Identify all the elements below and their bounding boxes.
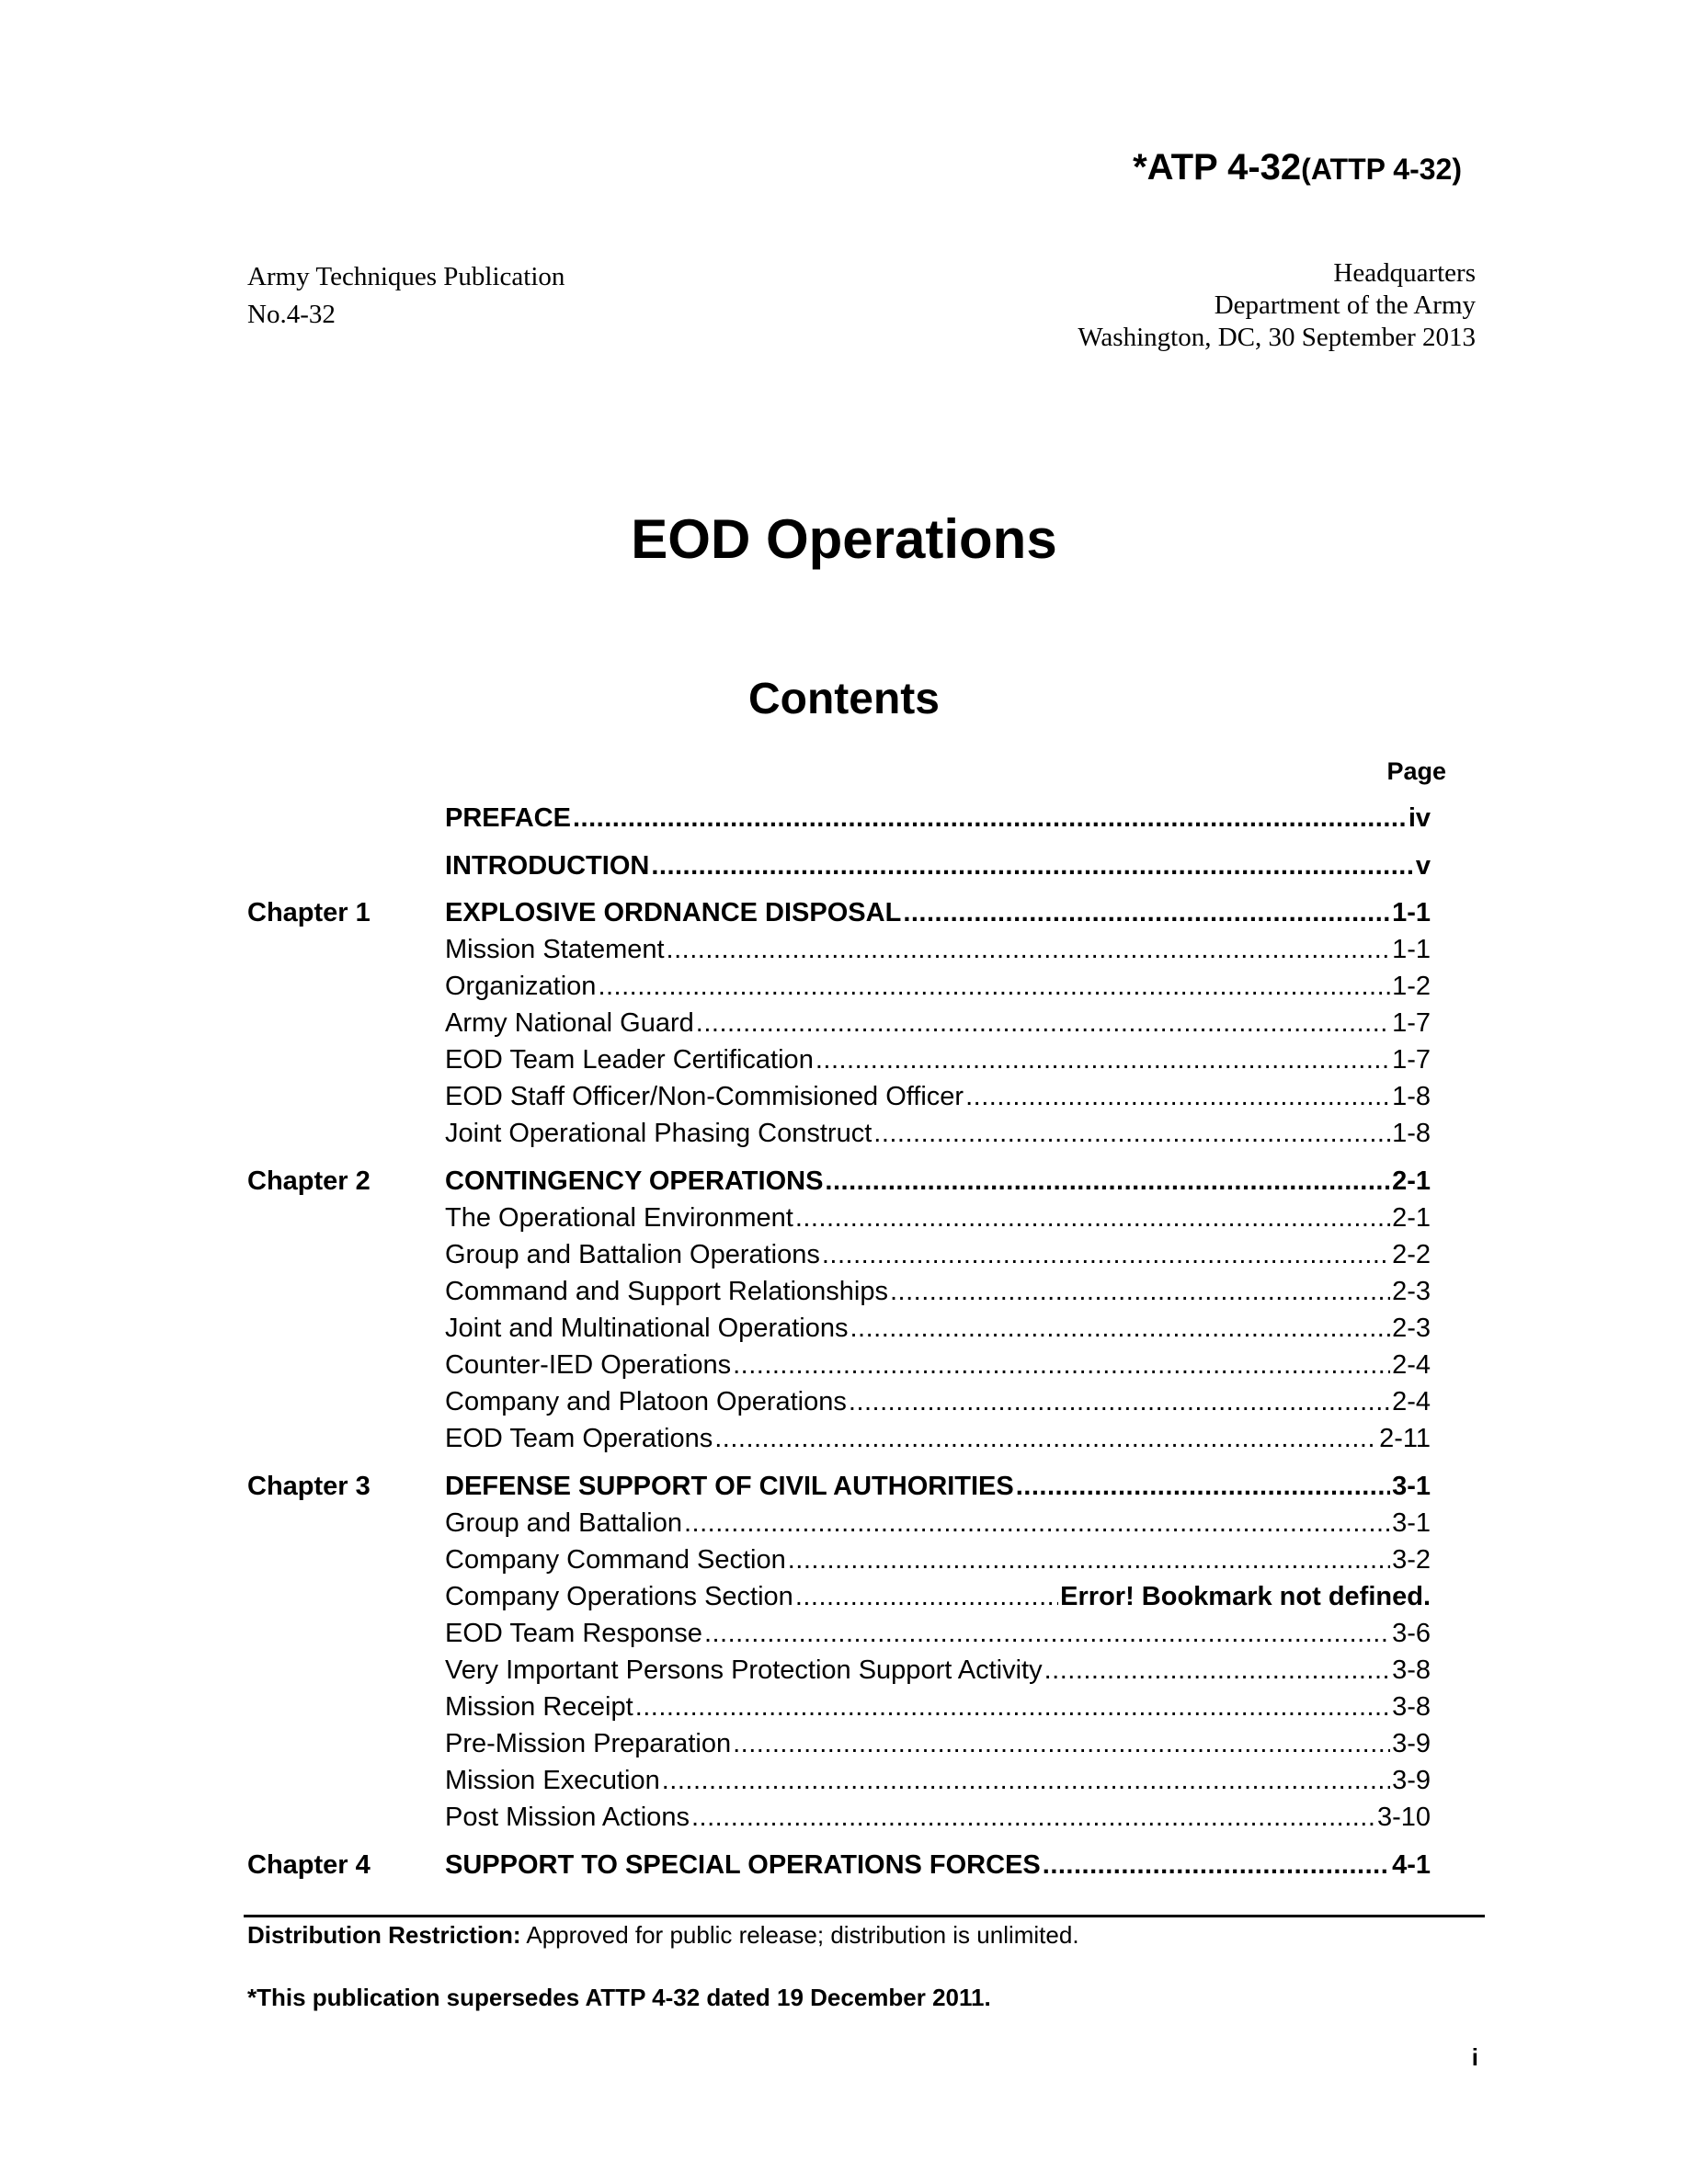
toc-row: [0, 1115, 1688, 1152]
toc-entry[interactable]: [445, 1273, 1431, 1310]
toc-entry-page: 2-4: [1392, 1350, 1431, 1380]
supersedes-notice: *This publication supersedes ATTP 4-32 dated 19 December 2011.: [247, 1984, 991, 2011]
toc-entry-title: The Operational Environment: [445, 1203, 793, 1233]
toc-entry-title: Company and Platoon Operations: [445, 1387, 847, 1416]
document-title: EOD Operations: [631, 508, 1057, 570]
toc-entry-title: INTRODUCTION: [445, 851, 650, 881]
toc-entry[interactable]: [445, 1347, 1431, 1383]
toc-row: [0, 1236, 1688, 1273]
toc-row: [0, 1078, 1688, 1115]
toc-entry-title: Command and Support Relationships: [445, 1277, 888, 1306]
toc-dot-leader: [825, 1163, 1390, 1200]
toc-entry[interactable]: [445, 1468, 1431, 1505]
toc-entry-title: EOD Staff Officer/Non-Commisioned Officer: [445, 1082, 964, 1111]
toc-row: [0, 1273, 1688, 1310]
toc-row: [0, 800, 1688, 836]
toc-row: [0, 968, 1688, 1005]
toc-entry-page: 2-4: [1392, 1387, 1431, 1416]
distribution-label: Distribution Restriction:: [247, 1921, 521, 1949]
toc-dot-leader: [573, 800, 1407, 836]
toc-entry-page: 1-7: [1392, 1008, 1431, 1038]
page-column-label: Page: [1386, 757, 1446, 785]
toc-row: [0, 1762, 1688, 1799]
toc-entry-page: 1-1: [1392, 935, 1431, 964]
toc-dot-leader: [651, 847, 1414, 884]
toc-row: [0, 847, 1688, 884]
issuing-authority: [1078, 257, 1476, 354]
toc-chapter-label: Chapter 1: [247, 898, 371, 927]
toc-entry-page: 3-6: [1392, 1619, 1431, 1648]
toc-dot-leader: [1043, 1847, 1390, 1883]
toc-entry[interactable]: [445, 1383, 1431, 1420]
toc-dot-leader: [662, 1762, 1390, 1799]
toc-entry[interactable]: [445, 1041, 1431, 1078]
department-label: Department of the Army: [1214, 290, 1476, 320]
toc-dot-leader: [733, 1347, 1390, 1383]
toc-entry[interactable]: [445, 1615, 1431, 1652]
publication-designation: [247, 261, 565, 331]
toc-entry-page: 1-2: [1392, 972, 1431, 1001]
toc-dot-leader: [598, 968, 1390, 1005]
toc-row: [0, 894, 1688, 931]
toc-dot-leader: [788, 1541, 1390, 1578]
toc-entry[interactable]: [445, 1541, 1431, 1578]
toc-dot-leader: [704, 1615, 1390, 1652]
toc-entry-title: Company Operations Section: [445, 1582, 793, 1611]
toc-dot-leader: [684, 1505, 1390, 1541]
toc-entry[interactable]: [445, 968, 1431, 1005]
toc-entry[interactable]: [445, 1420, 1431, 1457]
toc-dot-leader: [714, 1420, 1377, 1457]
toc-entry[interactable]: [445, 1725, 1431, 1762]
toc-entry-page: iv: [1408, 803, 1431, 833]
toc-row: [0, 1347, 1688, 1383]
toc-entry-title: Company Command Section: [445, 1545, 786, 1575]
toc-entry[interactable]: [445, 1078, 1431, 1115]
toc-entry-page: 1-8: [1392, 1119, 1431, 1148]
toc-entry-title: Group and Battalion: [445, 1508, 682, 1538]
toc-entry[interactable]: [445, 1163, 1431, 1200]
toc-entry-page: 1-8: [1392, 1082, 1431, 1111]
toc-entry-title: DEFENSE SUPPORT OF CIVIL AUTHORITIES: [445, 1472, 1014, 1501]
toc-entry-page: 3-9: [1392, 1766, 1431, 1795]
toc-dot-leader: [696, 1005, 1390, 1041]
toc-entry[interactable]: [445, 1578, 1431, 1615]
toc-dot-leader: [903, 894, 1390, 931]
toc-entry-title: CONTINGENCY OPERATIONS: [445, 1166, 824, 1196]
toc-dot-leader: [850, 1310, 1390, 1347]
toc-entry[interactable]: [445, 931, 1431, 968]
issue-location-date: Washington, DC, 30 September 2013: [1078, 323, 1476, 352]
toc-entry[interactable]: [445, 1689, 1431, 1725]
publication-id: [1133, 147, 1462, 188]
toc-dot-leader: [890, 1273, 1390, 1310]
toc-entry-page: 2-3: [1392, 1314, 1431, 1343]
toc-row: [0, 1310, 1688, 1347]
toc-entry-title: Mission Receipt: [445, 1692, 633, 1722]
contents-heading: Contents: [748, 675, 940, 723]
publication-type: Army Techniques Publication: [247, 262, 565, 291]
toc-entry[interactable]: [445, 1005, 1431, 1041]
toc-entry-title: Joint Operational Phasing Construct: [445, 1119, 873, 1148]
toc-dot-leader: [965, 1078, 1390, 1115]
toc-entry[interactable]: [445, 1310, 1431, 1347]
toc-entry-page: 3-8: [1392, 1655, 1431, 1685]
toc-dot-leader: [1016, 1468, 1390, 1505]
toc-entry-title: SUPPORT TO SPECIAL OPERATIONS FORCES: [445, 1850, 1041, 1880]
toc-chapter-label: Chapter 4: [247, 1850, 371, 1880]
toc-entry-page: 2-1: [1392, 1166, 1431, 1196]
toc-row: [0, 1615, 1688, 1652]
toc-row: [0, 1541, 1688, 1578]
toc-dot-leader: [873, 1115, 1390, 1152]
toc-dot-leader: [795, 1200, 1390, 1236]
toc-entry-page: Error! Bookmark not defined.: [1060, 1582, 1431, 1611]
toc-chapter-label: Chapter 3: [247, 1472, 371, 1501]
toc-entry-page: 2-11: [1379, 1424, 1431, 1453]
toc-entry-title: Mission Execution: [445, 1766, 660, 1795]
toc-row: [0, 1041, 1688, 1078]
toc-row: [0, 1420, 1688, 1457]
toc-entry-page: 3-10: [1376, 1803, 1431, 1832]
toc-row: [0, 1847, 1688, 1883]
toc-entry-title: EOD Team Response: [445, 1619, 702, 1648]
toc-entry-title: Group and Battalion Operations: [445, 1240, 820, 1269]
toc-row: [0, 931, 1688, 968]
toc-entry-page: 3-1: [1392, 1508, 1431, 1538]
toc-dot-leader: [1044, 1652, 1390, 1689]
toc-dot-leader: [815, 1041, 1390, 1078]
toc-entry-page: 3-9: [1392, 1729, 1431, 1758]
toc-dot-leader: [667, 931, 1391, 968]
toc-entry-title: EOD Team Operations: [445, 1424, 713, 1453]
toc-row: [0, 1468, 1688, 1505]
toc-entry-page: 2-2: [1392, 1240, 1431, 1269]
publication-id-superseded: (ATTP 4-32): [1301, 153, 1462, 186]
toc-dot-leader: [691, 1799, 1375, 1836]
toc-dot-leader: [822, 1236, 1390, 1273]
toc-dot-leader: [795, 1578, 1058, 1615]
toc-row: [0, 1689, 1688, 1725]
toc-row: [0, 1578, 1688, 1615]
toc-entry-page: 4-1: [1392, 1850, 1431, 1880]
publication-number: No.4-32: [247, 300, 336, 329]
toc-entry-page: 3-1: [1392, 1472, 1431, 1501]
toc-entry[interactable]: [445, 1505, 1431, 1541]
page-number: i: [1471, 2043, 1478, 2071]
distribution-text: Approved for public release; distribution is unlimited.: [520, 1921, 1079, 1949]
publication-id-main: *ATP 4-32: [1133, 147, 1302, 188]
toc-entry[interactable]: [445, 1799, 1431, 1836]
toc-row: [0, 1005, 1688, 1041]
toc-row: [0, 1652, 1688, 1689]
headquarters-label: Headquarters: [1333, 258, 1476, 288]
toc-entry[interactable]: [445, 1115, 1431, 1152]
footer-divider: [244, 1915, 1485, 1917]
toc-entry-title: Army National Guard: [445, 1008, 694, 1038]
toc-entry[interactable]: [445, 894, 1431, 931]
toc-entry[interactable]: [445, 847, 1431, 884]
toc-entry[interactable]: [445, 1652, 1431, 1689]
toc-row: [0, 1725, 1688, 1762]
toc-entry-title: Post Mission Actions: [445, 1803, 690, 1832]
toc-entry-title: Mission Statement: [445, 935, 665, 964]
toc-entry-title: EXPLOSIVE ORDNANCE DISPOSAL: [445, 898, 902, 927]
toc-entry-page: 1-7: [1392, 1045, 1431, 1075]
toc-chapter-label: Chapter 2: [247, 1166, 371, 1196]
toc-entry-page: v: [1415, 851, 1431, 881]
toc-entry-page: 2-3: [1392, 1277, 1431, 1306]
toc-entry[interactable]: [445, 1762, 1431, 1799]
toc-entry-title: EOD Team Leader Certification: [445, 1045, 814, 1075]
toc-entry-title: Pre-Mission Preparation: [445, 1729, 732, 1758]
toc-entry-title: Very Important Persons Protection Support Activity: [445, 1655, 1043, 1685]
toc-entry[interactable]: [445, 1200, 1431, 1236]
toc-dot-leader: [635, 1689, 1390, 1725]
toc-entry-title: Organization: [445, 972, 597, 1001]
toc-dot-leader: [849, 1383, 1390, 1420]
toc-row: [0, 1163, 1688, 1200]
toc-entry-page: 1-1: [1392, 898, 1431, 927]
toc-entry-title: Counter-IED Operations: [445, 1350, 732, 1380]
toc-entry[interactable]: [445, 800, 1431, 836]
toc-row: [0, 1200, 1688, 1236]
toc-entry-page: 3-8: [1392, 1692, 1431, 1722]
toc-entry-title: Joint and Multinational Operations: [445, 1314, 849, 1343]
toc-entry-title: PREFACE: [445, 803, 571, 833]
toc-entry-page: 3-2: [1392, 1545, 1431, 1575]
toc-entry[interactable]: [445, 1236, 1431, 1273]
toc-row: [0, 1505, 1688, 1541]
distribution-restriction: [247, 1921, 1079, 1950]
toc-row: [0, 1383, 1688, 1420]
toc-row: [0, 1799, 1688, 1836]
toc-entry-page: 2-1: [1392, 1203, 1431, 1233]
toc-dot-leader: [733, 1725, 1390, 1762]
toc-entry[interactable]: [445, 1847, 1431, 1883]
